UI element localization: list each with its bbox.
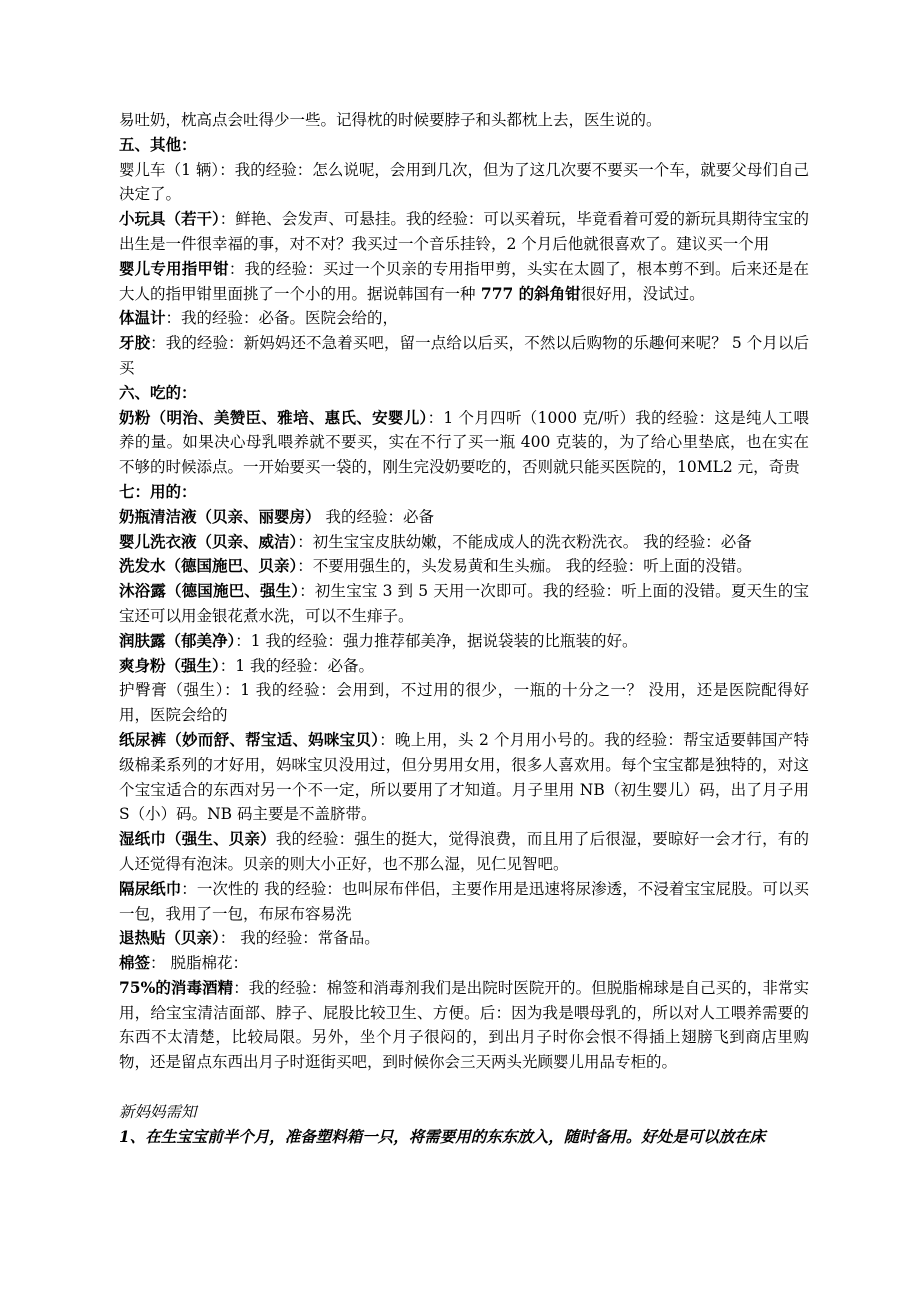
item-label-formula: 奶粉（明治、美赞臣、雅培、惠氏、安婴儿） (119, 407, 428, 427)
paragraph-alcohol (119, 976, 809, 1075)
paragraph-diapers (119, 728, 809, 827)
item-label-liner: 隔尿纸巾 (119, 878, 182, 898)
item-text-liner: ：一次性的 我的经验：也叫尿布伴侣，主要作用是迅速将尿渗透，不浸着宝宝屁股。可以买一包，我用了一包，布尿布容易洗 (119, 879, 809, 923)
paragraph-stroller: 婴儿车（1 辆）：我的经验：怎么说呢，会用到几次，但为了这几次要不要买一个车，就要父母们自己决定了。 (119, 160, 809, 204)
paragraph-fever-patch (119, 926, 809, 951)
item-label-lotion: 润肤露（郁美净） (119, 630, 236, 650)
paragraph-nail-clipper (119, 257, 809, 307)
paragraph-lotion (119, 629, 809, 654)
item-text-lotion: ：1 我的经验：强力推荐郁美净，据说袋装的比瓶装的好。 (235, 631, 638, 650)
item-label-toys: 小玩具（若干） (119, 209, 220, 229)
paragraph-diaper-cream: 护臀膏（强生）：1 我的经验：会用到，不过用的很少，一瓶的十分之一？ 没用，还是医院配得好用，医院会给的 (119, 681, 810, 725)
item-label-shampoo: 洗发水（德国施巴、贝亲） (119, 556, 298, 576)
item-bold-777: 777 的斜角钳 (475, 283, 581, 303)
item-text-fever-patch: ： 我的经验：常备品。 (219, 929, 380, 948)
paragraph-shampoo (119, 554, 809, 579)
item-text-formula: ：1 个月四听（1000 克/听）我的经验：这是纯人工喂养的量。如果决心母乳喂养就不要买，实在不行了买一瓶 400 克装的，为了给心里垫底，也在实在不够的时候添点。一开始要买一袋的，刚生完没奶要吃的，否则就只能买医院的，10ML2 元，奇贵 (119, 408, 809, 477)
paragraph-swab (119, 951, 809, 976)
item-text-teether: ：我的经验：新妈妈还不急着买吧，留一点给以后买，不然以后购物的乐趣何来呢？ 5 个月以后买 (119, 334, 809, 377)
item-text-powder: ：1 我的经验：必备。 (219, 656, 375, 675)
item-label-fever-patch: 退热贴（贝亲） (119, 928, 220, 948)
section-heading-food: 六、吃的： (119, 382, 197, 402)
paragraph-wipes (119, 827, 809, 877)
item-text-nail-clipper-1: ：我的经验：买过一个贝亲的专用指甲剪，头实在太圆了，根本剪不到。后来还是在大人的指甲钳里面挑了一个小的用。据说韩国有一种 (119, 259, 809, 303)
item-label-thermometer: 体温计 (119, 308, 166, 328)
item-label-powder: 爽身粉（强生） (119, 655, 220, 675)
item-label-diapers: 纸尿裤（妙而舒、帮宝适、妈咪宝贝） (119, 729, 380, 749)
item-label-wipes: 湿纸巾（强生、贝亲） (119, 829, 276, 849)
notice-title: 新妈妈需知 (119, 1103, 197, 1122)
paragraph-liner (119, 877, 809, 927)
item-text-bath: ：初生宝宝 3 到 5 天用一次即可。我的经验：听上面的没错。夏天生的宝宝还可以用金银花煮水洗，可以不生痱子。 (119, 582, 809, 625)
section-heading-supplies: 七：用的： (119, 481, 197, 501)
paragraph-bath (119, 579, 809, 629)
item-text-swab: ： 脱脂棉花： (150, 954, 248, 973)
item-text-bottle-cleaner: 我的经验：必备 (320, 507, 434, 526)
item-text-shampoo: ：不要用强生的，头发易黄和生头痂。 我的经验：听上面的没错。 (297, 557, 752, 576)
item-text-nail-clipper-2: 很好用，没试过。 (580, 284, 705, 303)
item-label-nail-clipper: 婴儿专用指甲钳 (119, 258, 229, 278)
item-label-laundry: 婴儿洗衣液（贝亲、威洁） (119, 531, 298, 551)
paragraph-teether (119, 331, 809, 381)
paragraph-powder (119, 654, 809, 679)
paragraph-pillow: 易吐奶，枕高点会吐得少一些。记得枕的时候要脖子和头都枕上去，医生说的。 (119, 111, 662, 129)
item-text-thermometer: ：我的经验：必备。医院会给的， (165, 309, 399, 328)
section-heading-other: 五、其他： (119, 134, 197, 154)
paragraph-laundry (119, 530, 809, 555)
item-text-alcohol: ：我的经验：棉签和消毒剂我们是出院时医院开的。但脱脂棉球是自己买的，非常实用，给宝宝清洁面部、脖子、屁股比较卫生、方便。后：因为我是喂母乳的，所以对人工喂养需要的东西不太清楚，比较局限。另外，坐个月子很闷的，到出月子时你会恨不得插上翅膀飞到商店里购物，还是留点东西出月子时逛街买吧，到时候你会三天两头光顾婴儿用品专柜的。 (119, 978, 809, 1072)
item-label-swab: 棉签 (119, 953, 151, 973)
item-text-diapers: ：晚上用，头 2 个月用小号的。我的经验：帮宝适要韩国产特级棉柔系列的才好用，妈咪宝贝没用过，但分男用女用，很多人喜欢用。每个宝宝都是独特的，对这个宝宝适合的东西对另一个不一定，所以要用了才知道。月子里用 NB（初生婴儿）码，出了月子用 S（小）码。NB 码主要是不盖脐带。 (119, 730, 809, 824)
document-page (119, 108, 809, 1150)
item-text-wipes: 我的经验：强生的挺大，觉得浪费，而且用了后很湿，要晾好一会才行，有的人还觉得有泡沫。贝亲的则大小正好，也不那么湿，见仁见智吧。 (119, 830, 809, 873)
item-text-laundry: ：初生宝宝皮肤幼嫩，不能成成人的洗衣粉洗衣。 我的经验：必备 (297, 532, 752, 551)
paragraph-thermometer (119, 306, 809, 331)
paragraph-spacer (119, 1075, 809, 1100)
item-label-bottle-cleaner: 奶瓶清洁液（贝亲、丽婴房） (119, 506, 321, 526)
item-label-alcohol: 75%的消毒酒精 (119, 977, 234, 997)
item-label-teether: 牙胶 (119, 333, 151, 353)
paragraph-bottle-cleaner (119, 505, 809, 530)
item-text-toys: ：鲜艳、会发声、可悬挂。我的经验：可以买着玩，毕竟看着可爱的新玩具期待宝宝的出生是一件很幸福的事，对不对？我买过一个音乐挂铃，2 个月后他就很喜欢了。建议买一个用 (119, 210, 809, 253)
notice-item-1: 1、在生宝宝前半个月，准备塑料箱一只，将需要用的东东放入，随时备用。好处是可以放在床 (119, 1126, 766, 1146)
paragraph-formula (119, 406, 809, 480)
item-label-bath: 沐浴露（德国施巴、强生） (119, 581, 300, 601)
paragraph-toys (119, 207, 809, 257)
